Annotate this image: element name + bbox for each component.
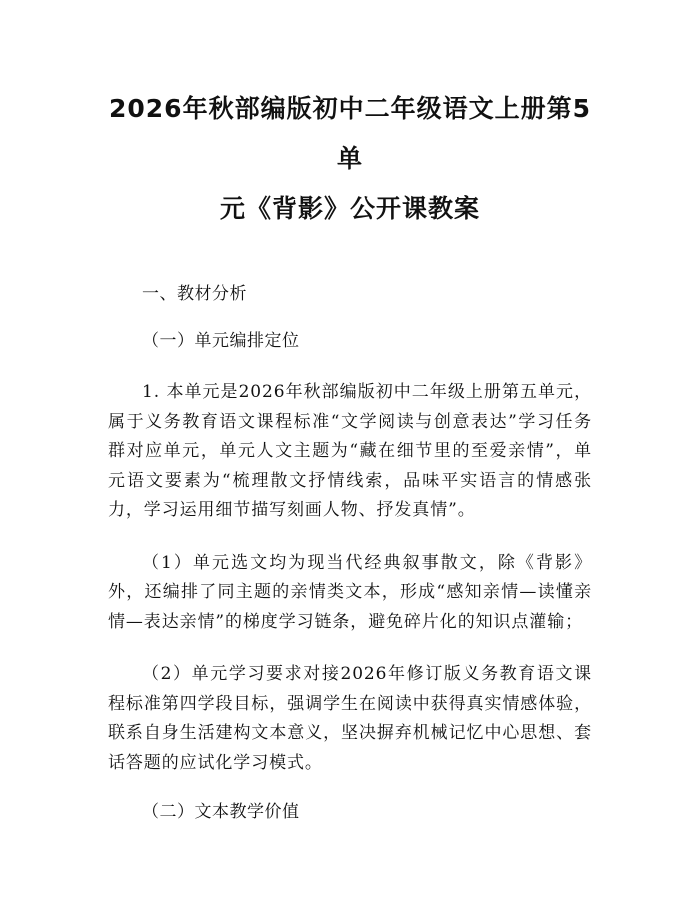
document-title xyxy=(108,84,592,234)
document-title-line-1: 2026年秋部编版初中二年级语文上册第5单 xyxy=(109,94,591,173)
subsection-heading-text-teaching-value: （二）文本教学价值 xyxy=(142,802,300,822)
paragraph-unit-selection: （1）单元选文均为现当代经典叙事散文，除《背影》外，还编排了同主题的亲情类文本，形成“感知亲情—读懂亲情—表达亲情”的梯度学习链条，避免碎片化的知识点灌输； xyxy=(108,552,592,632)
section-heading-teaching-material-analysis: 一、教材分析 xyxy=(142,284,247,304)
paragraph-unit-overview: 1. 本单元是2026年秋部编版初中二年级上册第五单元，属于义务教育语文课程标准“文学阅读与创意表达”学习任务群对应单元，单元人文主题为“藏在细节里的至爱亲情”，单元语文要素为“梳理散文抒情线索，品味平实语言的情感张力，学习运用细节描写刻画人物、抒发真情”。 xyxy=(108,382,592,520)
subsection-heading-unit-arrangement: （一）单元编排定位 xyxy=(142,331,300,351)
paragraph-unit-requirements: （2）单元学习要求对接2026年修订版义务教育语文课程标准第四学段目标，强调学生在阅读中获得真实情感体验，联系自身生活建构文本意义，坚决摒弃机械记忆中心思想、套话答题的应试化学习模式。 xyxy=(108,664,592,773)
document-title-line-2: 元《背影》公开课教案 xyxy=(219,194,480,223)
